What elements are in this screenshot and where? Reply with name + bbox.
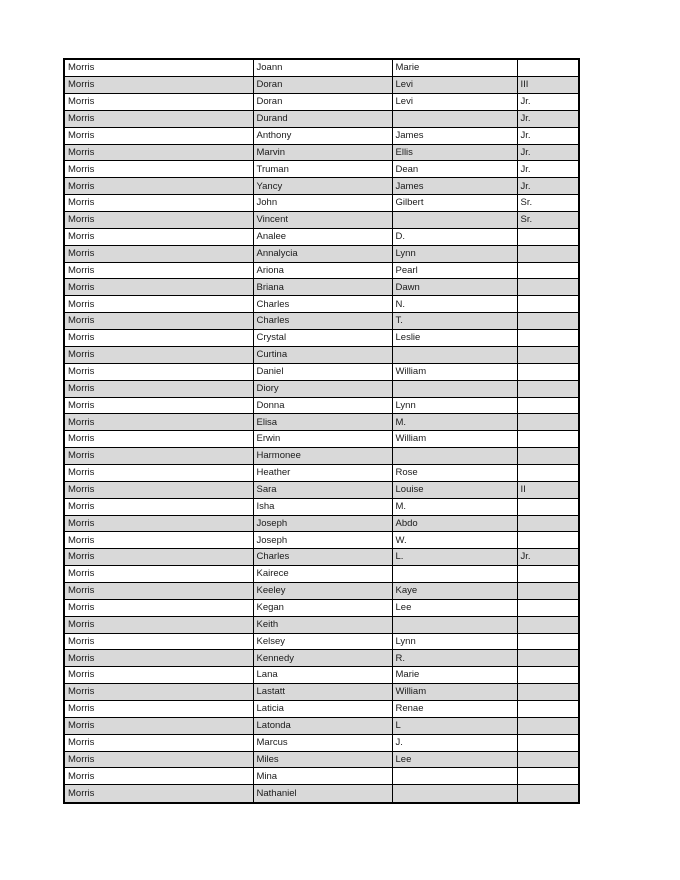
cell-first-name: Lana: [253, 667, 392, 684]
cell-first-name: Mina: [253, 768, 392, 785]
table-row: [64, 127, 579, 144]
cell-middle-name: J.: [392, 734, 517, 751]
cell-middle-name: [392, 380, 517, 397]
table-row: [64, 549, 579, 566]
cell-last-name: Morris: [64, 110, 253, 127]
table-row: [64, 296, 579, 313]
cell-last-name: Morris: [64, 127, 253, 144]
table-row: [64, 330, 579, 347]
cell-last-name: Morris: [64, 363, 253, 380]
cell-first-name: Elisa: [253, 414, 392, 431]
cell-last-name: Morris: [64, 700, 253, 717]
cell-first-name: Charles: [253, 549, 392, 566]
cell-first-name: Keith: [253, 616, 392, 633]
cell-middle-name: [392, 616, 517, 633]
cell-first-name: Joann: [253, 59, 392, 77]
cell-last-name: Morris: [64, 734, 253, 751]
cell-first-name: Daniel: [253, 363, 392, 380]
cell-first-name: Durand: [253, 110, 392, 127]
cell-first-name: Doran: [253, 94, 392, 111]
cell-suffix: Jr.: [517, 127, 579, 144]
cell-first-name: Doran: [253, 77, 392, 94]
cell-first-name: Ariona: [253, 262, 392, 279]
cell-last-name: Morris: [64, 313, 253, 330]
cell-suffix: II: [517, 481, 579, 498]
cell-last-name: Morris: [64, 161, 253, 178]
cell-first-name: Curtina: [253, 346, 392, 363]
cell-suffix: [517, 717, 579, 734]
cell-first-name: Sara: [253, 481, 392, 498]
cell-first-name: Kegan: [253, 599, 392, 616]
table-row: [64, 431, 579, 448]
cell-middle-name: Lynn: [392, 245, 517, 262]
cell-suffix: [517, 346, 579, 363]
cell-last-name: Morris: [64, 77, 253, 94]
cell-first-name: Anthony: [253, 127, 392, 144]
cell-first-name: Keeley: [253, 582, 392, 599]
cell-first-name: Kennedy: [253, 650, 392, 667]
cell-suffix: [517, 633, 579, 650]
cell-last-name: Morris: [64, 717, 253, 734]
cell-middle-name: [392, 768, 517, 785]
table-row: [64, 785, 579, 803]
cell-suffix: [517, 599, 579, 616]
table-row: [64, 515, 579, 532]
cell-last-name: Morris: [64, 633, 253, 650]
cell-suffix: Jr.: [517, 110, 579, 127]
table-row: [64, 161, 579, 178]
cell-first-name: Donna: [253, 397, 392, 414]
cell-middle-name: Marie: [392, 59, 517, 77]
cell-last-name: Morris: [64, 178, 253, 195]
cell-middle-name: M.: [392, 498, 517, 515]
cell-suffix: [517, 448, 579, 465]
table-row: [64, 464, 579, 481]
cell-first-name: Miles: [253, 751, 392, 768]
cell-first-name: Annalycia: [253, 245, 392, 262]
cell-first-name: Analee: [253, 228, 392, 245]
table-row: [64, 397, 579, 414]
cell-middle-name: [392, 566, 517, 583]
cell-suffix: [517, 582, 579, 599]
cell-first-name: Nathaniel: [253, 785, 392, 803]
cell-suffix: [517, 397, 579, 414]
cell-middle-name: James: [392, 127, 517, 144]
cell-suffix: [517, 734, 579, 751]
cell-suffix: [517, 616, 579, 633]
cell-middle-name: Rose: [392, 464, 517, 481]
cell-middle-name: Abdo: [392, 515, 517, 532]
cell-suffix: Jr.: [517, 144, 579, 161]
cell-first-name: John: [253, 195, 392, 212]
table-row: [64, 195, 579, 212]
cell-middle-name: Pearl: [392, 262, 517, 279]
cell-last-name: Morris: [64, 481, 253, 498]
cell-last-name: Morris: [64, 296, 253, 313]
cell-middle-name: Lynn: [392, 633, 517, 650]
cell-last-name: Morris: [64, 262, 253, 279]
names-table-body: [64, 59, 579, 803]
cell-first-name: Harmonee: [253, 448, 392, 465]
cell-middle-name: Dean: [392, 161, 517, 178]
cell-first-name: Joseph: [253, 532, 392, 549]
table-row: [64, 667, 579, 684]
cell-suffix: [517, 414, 579, 431]
table-row: [64, 481, 579, 498]
cell-first-name: Yancy: [253, 178, 392, 195]
cell-middle-name: Leslie: [392, 330, 517, 347]
cell-suffix: [517, 700, 579, 717]
table-row: [64, 380, 579, 397]
table-row: [64, 262, 579, 279]
table-row: [64, 212, 579, 229]
cell-middle-name: Marie: [392, 667, 517, 684]
cell-first-name: Laticia: [253, 700, 392, 717]
cell-last-name: Morris: [64, 751, 253, 768]
cell-first-name: Diory: [253, 380, 392, 397]
cell-middle-name: D.: [392, 228, 517, 245]
cell-middle-name: Dawn: [392, 279, 517, 296]
cell-last-name: Morris: [64, 59, 253, 77]
cell-suffix: Jr.: [517, 161, 579, 178]
cell-first-name: Isha: [253, 498, 392, 515]
cell-middle-name: Renae: [392, 700, 517, 717]
cell-suffix: Jr.: [517, 178, 579, 195]
cell-middle-name: [392, 110, 517, 127]
table-row: [64, 313, 579, 330]
cell-middle-name: N.: [392, 296, 517, 313]
cell-last-name: Morris: [64, 684, 253, 701]
cell-suffix: Jr.: [517, 94, 579, 111]
cell-last-name: Morris: [64, 330, 253, 347]
cell-last-name: Morris: [64, 566, 253, 583]
cell-first-name: Charles: [253, 296, 392, 313]
cell-middle-name: Lee: [392, 599, 517, 616]
cell-suffix: [517, 363, 579, 380]
cell-first-name: Erwin: [253, 431, 392, 448]
cell-middle-name: Levi: [392, 94, 517, 111]
cell-suffix: [517, 566, 579, 583]
table-row: [64, 684, 579, 701]
cell-last-name: Morris: [64, 599, 253, 616]
cell-middle-name: William: [392, 431, 517, 448]
cell-suffix: [517, 785, 579, 803]
cell-suffix: [517, 59, 579, 77]
cell-middle-name: W.: [392, 532, 517, 549]
cell-first-name: Charles: [253, 313, 392, 330]
cell-first-name: Kairece: [253, 566, 392, 583]
cell-last-name: Morris: [64, 549, 253, 566]
cell-middle-name: [392, 346, 517, 363]
cell-suffix: [517, 751, 579, 768]
cell-suffix: Sr.: [517, 195, 579, 212]
table-row: [64, 59, 579, 77]
table-row: [64, 279, 579, 296]
cell-first-name: Crystal: [253, 330, 392, 347]
table-row: [64, 144, 579, 161]
table-row: [64, 650, 579, 667]
cell-first-name: Marcus: [253, 734, 392, 751]
cell-suffix: [517, 464, 579, 481]
table-row: [64, 178, 579, 195]
cell-suffix: [517, 330, 579, 347]
table-row: [64, 599, 579, 616]
cell-middle-name: R.: [392, 650, 517, 667]
cell-first-name: Lastatt: [253, 684, 392, 701]
table-row: [64, 363, 579, 380]
cell-first-name: Marvin: [253, 144, 392, 161]
cell-last-name: Morris: [64, 667, 253, 684]
cell-suffix: [517, 684, 579, 701]
cell-last-name: Morris: [64, 431, 253, 448]
table-row: [64, 633, 579, 650]
cell-suffix: [517, 650, 579, 667]
cell-suffix: [517, 245, 579, 262]
cell-last-name: Morris: [64, 448, 253, 465]
cell-middle-name: L: [392, 717, 517, 734]
cell-last-name: Morris: [64, 94, 253, 111]
table-row: [64, 768, 579, 785]
table-row: [64, 498, 579, 515]
cell-first-name: Vincent: [253, 212, 392, 229]
cell-suffix: [517, 667, 579, 684]
cell-last-name: Morris: [64, 532, 253, 549]
cell-middle-name: Ellis: [392, 144, 517, 161]
cell-last-name: Morris: [64, 785, 253, 803]
cell-last-name: Morris: [64, 144, 253, 161]
table-row: [64, 717, 579, 734]
cell-suffix: [517, 296, 579, 313]
cell-last-name: Morris: [64, 380, 253, 397]
cell-suffix: III: [517, 77, 579, 94]
table-row: [64, 582, 579, 599]
table-row: [64, 110, 579, 127]
cell-middle-name: Lynn: [392, 397, 517, 414]
cell-suffix: [517, 380, 579, 397]
cell-first-name: Briana: [253, 279, 392, 296]
cell-middle-name: William: [392, 363, 517, 380]
table-row: [64, 532, 579, 549]
table-row: [64, 94, 579, 111]
cell-last-name: Morris: [64, 650, 253, 667]
cell-last-name: Morris: [64, 228, 253, 245]
cell-suffix: [517, 431, 579, 448]
cell-middle-name: Levi: [392, 77, 517, 94]
table-row: [64, 700, 579, 717]
cell-last-name: Morris: [64, 195, 253, 212]
cell-middle-name: Kaye: [392, 582, 517, 599]
cell-middle-name: William: [392, 684, 517, 701]
cell-middle-name: James: [392, 178, 517, 195]
cell-first-name: Heather: [253, 464, 392, 481]
cell-middle-name: Louise: [392, 481, 517, 498]
cell-suffix: Jr.: [517, 549, 579, 566]
cell-middle-name: [392, 448, 517, 465]
cell-first-name: Latonda: [253, 717, 392, 734]
cell-first-name: Truman: [253, 161, 392, 178]
cell-first-name: Kelsey: [253, 633, 392, 650]
cell-last-name: Morris: [64, 397, 253, 414]
cell-last-name: Morris: [64, 279, 253, 296]
cell-suffix: [517, 532, 579, 549]
cell-last-name: Morris: [64, 346, 253, 363]
cell-suffix: Sr.: [517, 212, 579, 229]
cell-suffix: [517, 228, 579, 245]
table-row: [64, 448, 579, 465]
cell-suffix: [517, 515, 579, 532]
cell-last-name: Morris: [64, 582, 253, 599]
cell-suffix: [517, 498, 579, 515]
cell-middle-name: [392, 212, 517, 229]
cell-middle-name: [392, 785, 517, 803]
cell-last-name: Morris: [64, 464, 253, 481]
cell-last-name: Morris: [64, 414, 253, 431]
table-row: [64, 751, 579, 768]
cell-middle-name: Lee: [392, 751, 517, 768]
cell-suffix: [517, 313, 579, 330]
cell-middle-name: L.: [392, 549, 517, 566]
table-row: [64, 228, 579, 245]
cell-suffix: [517, 262, 579, 279]
cell-last-name: Morris: [64, 245, 253, 262]
names-table: [63, 58, 580, 804]
cell-middle-name: M.: [392, 414, 517, 431]
table-row: [64, 616, 579, 633]
table-row: [64, 734, 579, 751]
cell-last-name: Morris: [64, 498, 253, 515]
cell-last-name: Morris: [64, 515, 253, 532]
cell-last-name: Morris: [64, 768, 253, 785]
cell-middle-name: Gilbert: [392, 195, 517, 212]
table-row: [64, 566, 579, 583]
cell-middle-name: T.: [392, 313, 517, 330]
cell-last-name: Morris: [64, 212, 253, 229]
cell-first-name: Joseph: [253, 515, 392, 532]
cell-suffix: [517, 768, 579, 785]
table-row: [64, 346, 579, 363]
table-row: [64, 245, 579, 262]
cell-last-name: Morris: [64, 616, 253, 633]
table-row: [64, 414, 579, 431]
cell-suffix: [517, 279, 579, 296]
table-row: [64, 77, 579, 94]
